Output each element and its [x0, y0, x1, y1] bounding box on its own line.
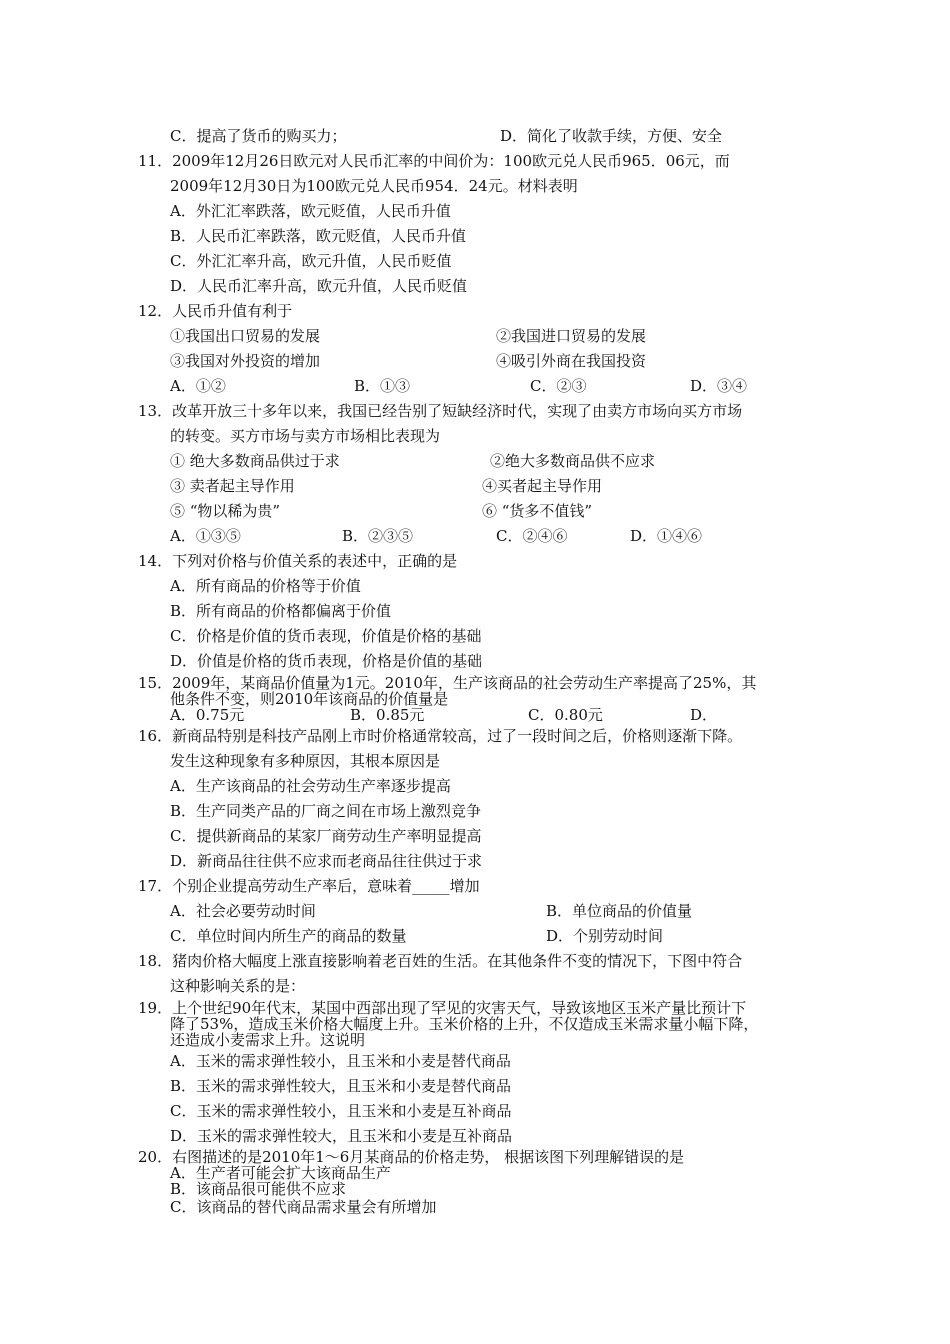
q19-stem-line1: 19．上个世纪90年代末，某国中西部出现了罕见的灾害天气，导致该地区玉米产量比预计下 — [138, 999, 747, 1017]
q13-statement-1: ① 绝大多数商品供过于求 — [170, 452, 340, 470]
q20-option-c: C．该商品的替代商品需求量会有所增加 — [170, 1198, 437, 1216]
q20-option-a: A．生产者可能会扩大该商品生产 — [170, 1164, 391, 1182]
q14-option-c: C．价格是价值的货币表现，价值是价格的基础 — [170, 627, 482, 645]
q12-option-b: B．①③ — [354, 377, 411, 395]
q13-statement-5: ⑤ “物以稀为贵” — [170, 502, 281, 520]
q15-option-d: D． — [690, 706, 718, 724]
q19-stem-line3: 还造成小麦需求上升。这说明 — [170, 1031, 366, 1049]
q20-stem: 20．右图描述的是2010年1～6月某商品的价格走势， 根据该图下列理解错误的是 — [138, 1148, 685, 1166]
q12-statement-3: ③我国对外投资的增加 — [170, 352, 321, 370]
q19-option-a: A．玉米的需求弹性较小，且玉米和小麦是替代商品 — [170, 1052, 511, 1070]
q15-stem-line2: 他条件不变，则2010年该商品的价值量是 — [170, 690, 449, 708]
q11-stem-line1: 11．2009年12月26日欧元对人民币汇率的中间价为：100欧元兑人民币965．06元，而 — [138, 152, 730, 170]
q12-option-d: D．③④ — [690, 377, 748, 395]
q13-statement-6: ⑥ “货多不值钱” — [482, 502, 593, 520]
q12-statement-1: ①我国出口贸易的发展 — [170, 327, 321, 345]
q12-option-a: A．①② — [170, 377, 226, 395]
q13-stem-line1: 13．改革开放三十多年以来，我国已经告别了短缺经济时代，实现了由卖方市场向买方市场 — [138, 402, 743, 420]
q13-stem-line2: 的转变。买方市场与卖方市场相比表现为 — [170, 427, 441, 445]
q13-option-c: C．②④⑥ — [496, 527, 568, 545]
q18-stem-line2: 这种影响关系的是： — [170, 977, 306, 995]
q12-statement-2: ②我国进口贸易的发展 — [496, 327, 647, 345]
q16-option-c: C．提供新商品的某家厂商劳动生产率明显提高 — [170, 827, 482, 845]
q14-option-a: A．所有商品的价格等于价值 — [170, 577, 361, 595]
q11-option-d: D．人民币汇率升高，欧元升值，人民币贬值 — [170, 277, 468, 295]
q15-stem-line1: 15．2009年，某商品价值量为1元。2010年，生产该商品的社会劳动生产率提高了25%，其 — [138, 674, 757, 692]
q13-statement-4: ④买者起主导作用 — [482, 477, 603, 495]
q15-option-b: B．0.85元 — [350, 706, 425, 724]
q12-statement-4: ④吸引外商在我国投资 — [496, 352, 647, 370]
q16-stem-line1: 16．新商品特别是科技产品刚上市时价格通常较高，过了一段时间之后，价格则逐渐下降。 — [138, 727, 743, 745]
q17-stem: 17．个别企业提高劳动生产率后，意味着_____增加 — [138, 877, 480, 895]
q13-statement-2: ②绝大多数商品供不应求 — [490, 452, 656, 470]
q12-stem: 12．人民币升值有利于 — [138, 302, 293, 320]
q16-stem-line2: 发生这种现象有多种原因，其根本原因是 — [170, 752, 441, 770]
q14-stem: 14．下列对价格与价值关系的表述中，正确的是 — [138, 552, 458, 570]
q11-option-a: A．外汇汇率跌落，欧元贬值，人民币升值 — [170, 202, 451, 220]
q16-option-a: A．生产该商品的社会劳动生产率逐步提高 — [170, 777, 451, 795]
q11-stem-line2: 2009年12月30日为100欧元兑人民币954．24元。材料表明 — [170, 177, 578, 195]
q13-option-a: A．①③⑤ — [170, 527, 241, 545]
q18-stem-line1: 18．猪肉价格大幅度上涨直接影响着老百姓的生活。在其他条件不变的情况下，下图中符合 — [138, 952, 743, 970]
q12-option-c: C．②③ — [530, 377, 587, 395]
q17-option-b: B．单位商品的价值量 — [546, 902, 693, 920]
q11-option-c: C．外汇汇率升高，欧元升值，人民币贬值 — [170, 252, 452, 270]
q13-statement-3: ③ 卖者起主导作用 — [170, 477, 295, 495]
q14-option-b: B．所有商品的价格都偏离于价值 — [170, 602, 392, 620]
q17-option-c: C．单位时间内所生产的商品的数量 — [170, 927, 407, 945]
q19-option-d: D．玉米的需求弹性较大，且玉米和小麦是互补商品 — [170, 1127, 513, 1145]
q19-option-c: C．玉米的需求弹性较小，且玉米和小麦是互补商品 — [170, 1102, 512, 1120]
q17-option-a: A．社会必要劳动时间 — [170, 902, 316, 920]
q13-option-d: D．①④⑥ — [630, 527, 703, 545]
q15-option-c: C．0.80元 — [528, 706, 603, 724]
q19-stem-line2: 降了53%，造成玉米价格大幅度上升。玉米价格的上升，不仅造成玉米需求量小幅下降， — [170, 1015, 759, 1033]
q14-option-d: D．价值是价格的货币表现，价格是价值的基础 — [170, 652, 483, 670]
q13-option-b: B．②③⑤ — [342, 527, 414, 545]
q16-option-d: D．新商品往往供不应求而老商品往往供过于求 — [170, 852, 483, 870]
q16-option-b: B．生产同类产品的厂商之间在市场上激烈竞争 — [170, 802, 482, 820]
q10-option-c: C．提高了货币的购买力； — [170, 127, 347, 145]
q10-option-d: D．简化了收款手续，方便、安全 — [500, 127, 723, 145]
q11-option-b: B．人民币汇率跌落，欧元贬值，人民币升值 — [170, 227, 467, 245]
q15-option-a: A．0.75元 — [170, 706, 245, 724]
q19-option-b: B．玉米的需求弹性较大，且玉米和小麦是替代商品 — [170, 1077, 512, 1095]
q20-option-b: B．该商品很可能供不应求 — [170, 1180, 347, 1198]
q17-option-d: D．个别劳动时间 — [546, 927, 664, 945]
